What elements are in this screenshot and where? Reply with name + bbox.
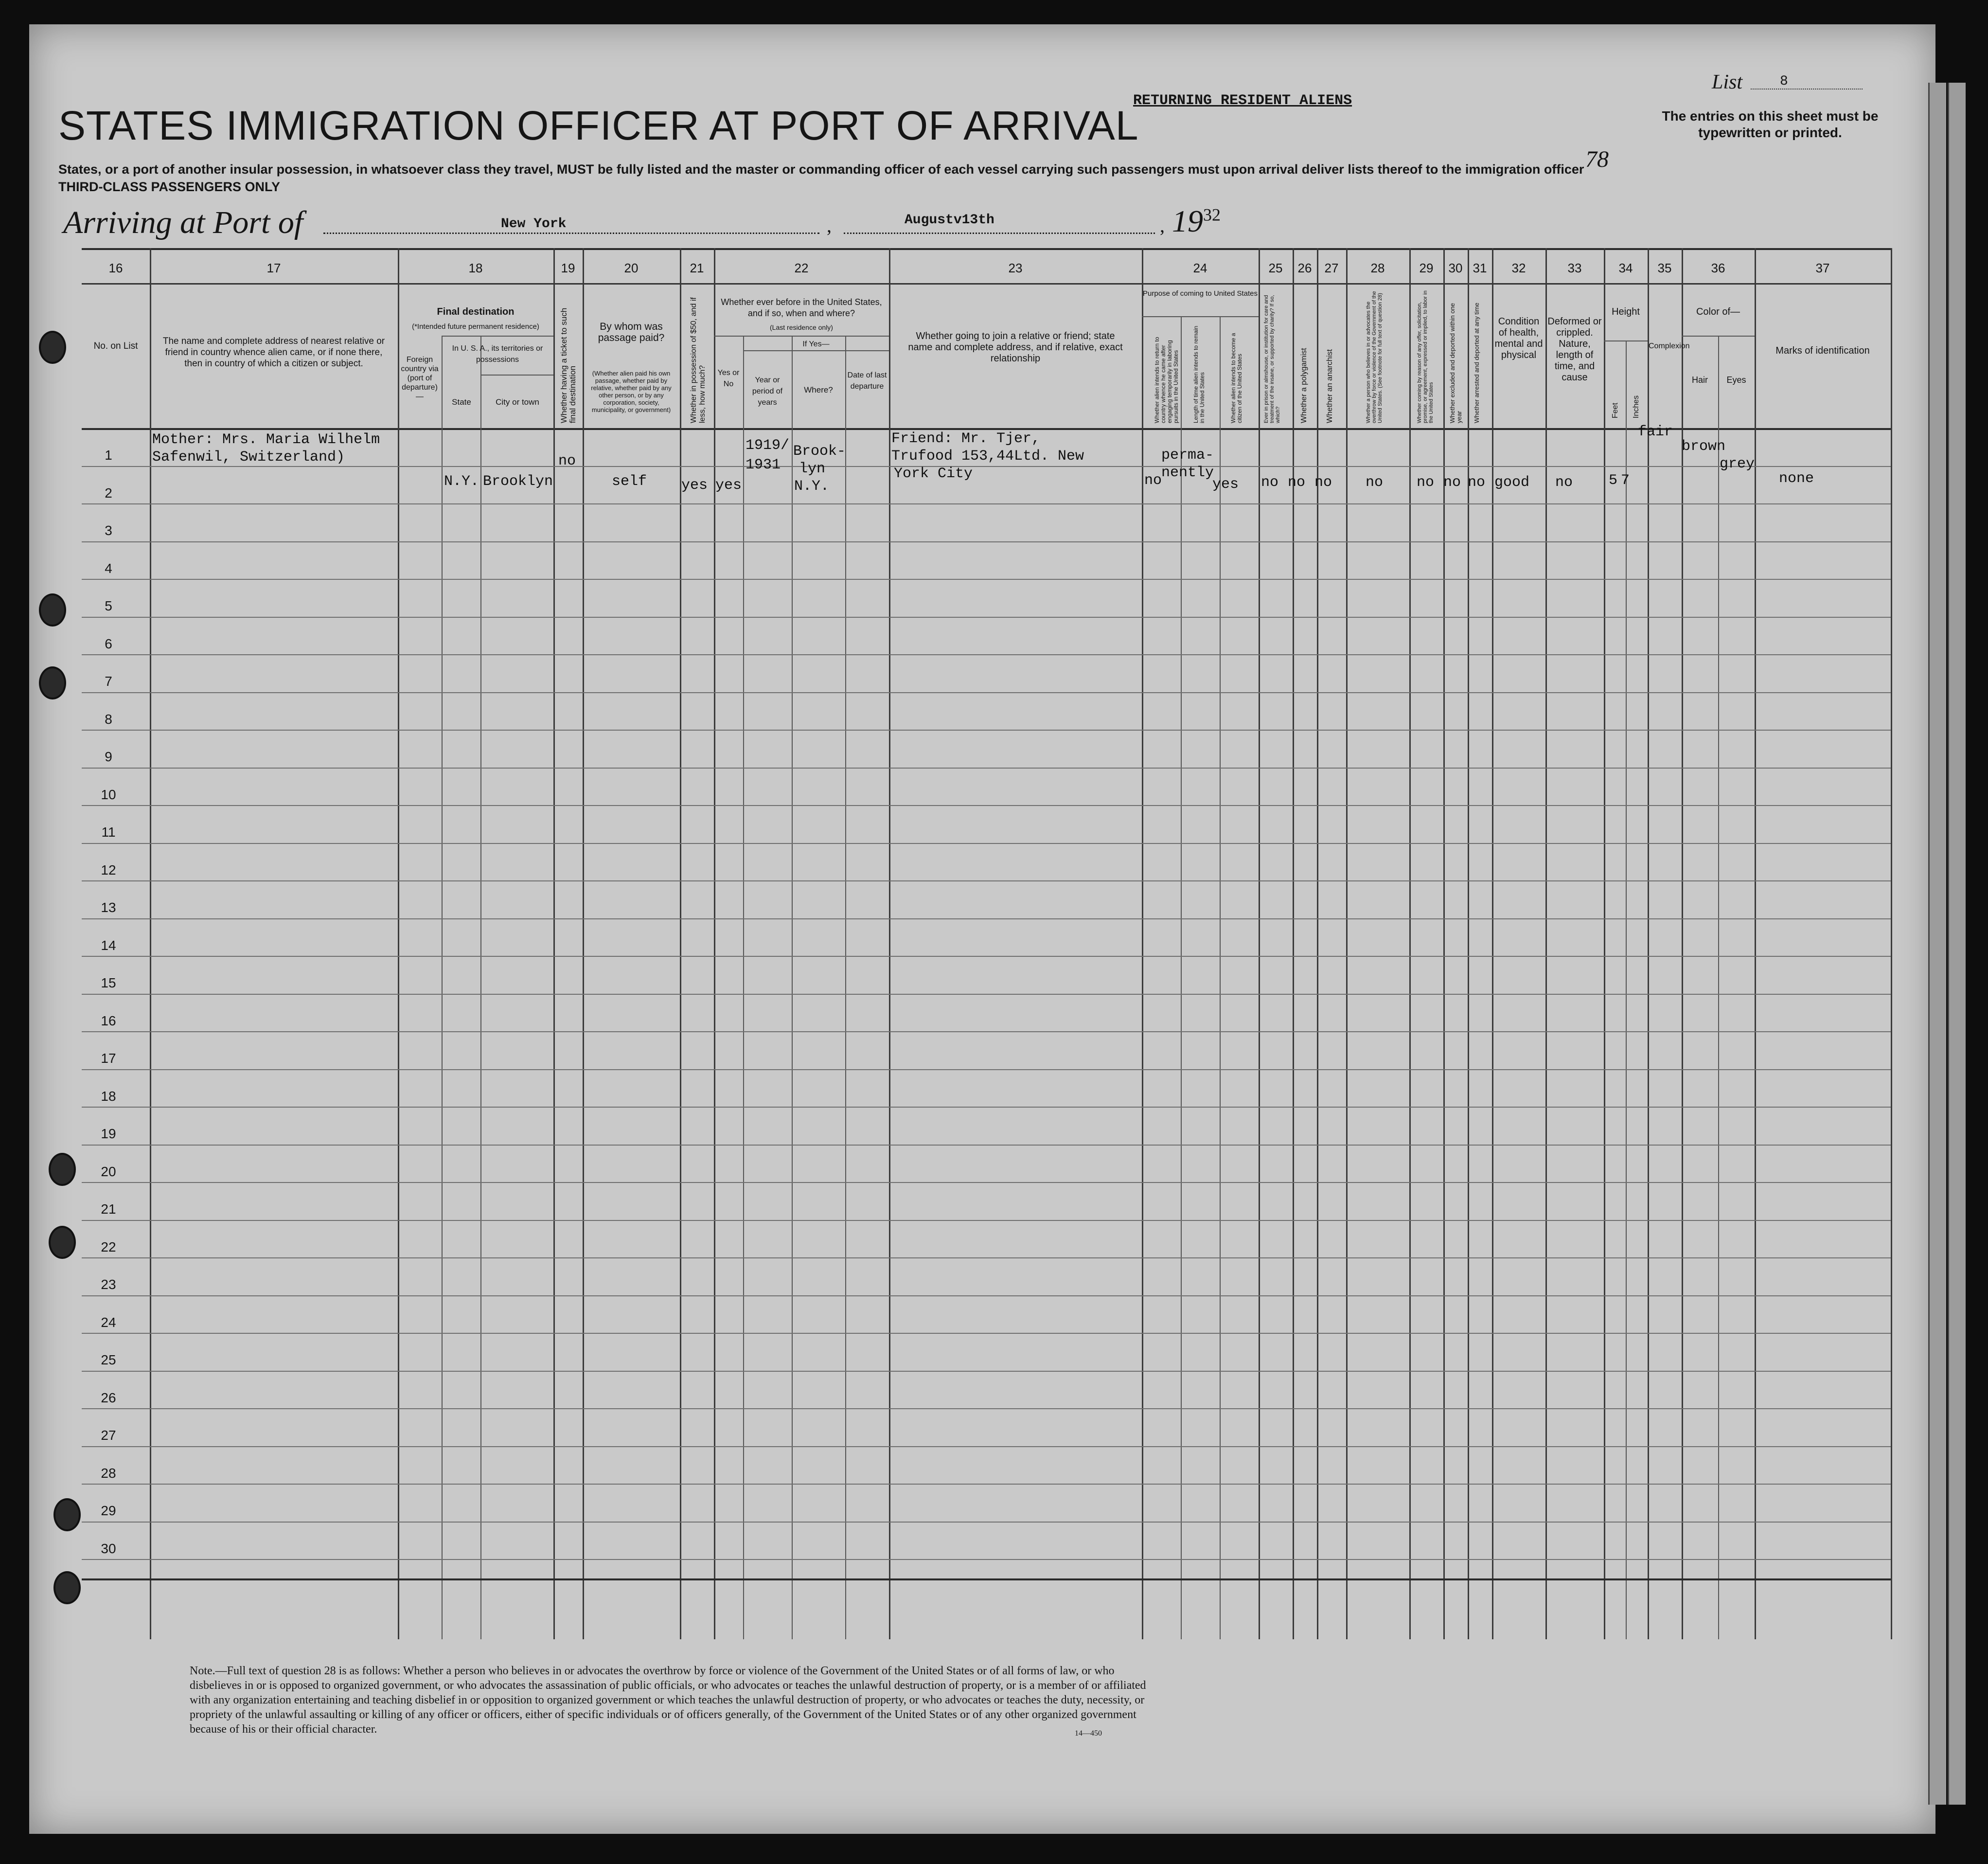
col-num-17: 17: [266, 261, 281, 275]
col-divider: [680, 248, 681, 1639]
entry-join-line1: Friend: Mr. Tjer,: [891, 430, 1041, 447]
entry-overthrow: no: [1366, 474, 1384, 491]
returning-residents-stamp: RETURNING RESIDENT ALIENS: [1133, 92, 1352, 109]
col-num-23: 23: [1008, 261, 1023, 275]
table-row-line: [82, 843, 1891, 844]
col-divider: [1259, 248, 1260, 1639]
header-date-last-departure: Date of last departure: [847, 371, 887, 391]
comma: ,: [827, 215, 832, 236]
col-num-26: 26: [1297, 261, 1312, 275]
binder-hole: [49, 1153, 76, 1186]
entry-excluded: no: [1443, 474, 1461, 491]
row-number: 9: [105, 749, 112, 764]
table-row-line: [82, 730, 1891, 731]
row-number: 24: [101, 1314, 116, 1330]
col-divider: [1142, 248, 1143, 1639]
footnote: Note.—Full text of question 28 is as follows: Whether a person who believes in or advocates the overthrow by force or violence of the Government of the United States or of all forms of law, or who disbelieves in or is opposed to organized government, or who advocates the assassination of public officials, or who advocates or teaches the unlawful destruction of property, or is a member of or affiliated with any organization entertaining and teaching disbelief in or opposition to organized government or which teaches the unlawful destruction of property, or who advocates or teaches the duty, necessity, or propriety of the unlawful assaulting or killing of any officer or officers, either of specific individuals or of officers generally, of the Government of the United States or of any other organized government because of his or their official character.: [190, 1665, 1146, 1736]
col-divider: [1468, 248, 1469, 1639]
table-row-line: [82, 541, 1891, 542]
sub-col-divider: [1626, 341, 1627, 1639]
binder-hole: [39, 331, 66, 364]
col-num-16: 16: [108, 261, 123, 275]
form-code: 14—450: [1075, 1729, 1102, 1738]
table-row-line: [82, 918, 1891, 919]
entry-before-yesno: yes: [715, 477, 742, 494]
col-num-32: 32: [1511, 261, 1526, 275]
sub-col-divider: [442, 336, 443, 1639]
row-number: 16: [101, 1013, 116, 1028]
header-health: Condition of health, mental and physical: [1494, 316, 1543, 360]
col-divider: [1648, 248, 1649, 1639]
entry-arrested: no: [1468, 474, 1486, 491]
table-row-line: [82, 805, 1891, 806]
sub-col-divider: [1718, 336, 1719, 1639]
table-bottom-border: [82, 1578, 1891, 1580]
col-divider: [398, 248, 399, 1639]
table-row-line: [82, 1295, 1891, 1296]
row-number: 8: [105, 711, 112, 727]
col-num-22: 22: [794, 261, 809, 275]
entry-relative-line2: Safenwil, Switzerland): [152, 449, 345, 466]
header-feet: Feet: [1611, 402, 1619, 418]
binder-hole: [49, 1226, 76, 1259]
class-line: THIRD-CLASS PASSENGERS ONLY: [58, 179, 281, 194]
entry-deformed: no: [1555, 474, 1573, 491]
col-divider: [1346, 248, 1348, 1639]
row-number: 18: [101, 1088, 116, 1104]
row-number: 27: [101, 1428, 116, 1443]
header-year-period: Year or period of years: [752, 376, 783, 407]
intro-text: [58, 161, 1615, 196]
header-arrested: Whether arrested and deported at any time: [1473, 303, 1480, 423]
row-number: 20: [101, 1164, 116, 1179]
table-row-line: [82, 1333, 1891, 1334]
comma: ,: [1160, 215, 1165, 236]
row-number: 4: [105, 560, 112, 576]
table-top-border: [82, 248, 1891, 250]
header-foreign-country: Foreign country via (port of departure)—: [401, 356, 439, 401]
col-num-18: 18: [468, 261, 483, 275]
row-number: 12: [101, 862, 116, 878]
row-number: 13: [101, 900, 116, 915]
table-row-line: [82, 994, 1891, 995]
entry-eyes: grey: [1720, 456, 1755, 472]
entry-years-line1: 1919/: [746, 437, 790, 454]
col-num-36: 36: [1711, 261, 1725, 275]
col-divider: [1443, 248, 1445, 1639]
header-join-relative: Whether going to join a relative or friend; state name and complete address, and if relative, exact relationship: [908, 331, 1123, 364]
col-divider: [583, 248, 584, 1639]
header-purpose-citizen: Whether alien intends to become a citizen of the United States: [1230, 333, 1243, 423]
header-purpose: Purpose of coming to United States: [1143, 289, 1258, 298]
entry-hair: brown: [1682, 438, 1726, 455]
row-number: 19: [101, 1126, 116, 1141]
row-number: 17: [101, 1051, 116, 1066]
header-purpose-return: Whether alien intends to return to country whence he came after engaging temporarily in laboring pursuits in the United States: [1154, 337, 1179, 423]
manifest-table: [82, 248, 1891, 1639]
header-color-of: Color of—: [1696, 306, 1740, 317]
table-row-line: [82, 1446, 1891, 1447]
table-row-line: [82, 1559, 1891, 1560]
header-hair: Hair: [1691, 375, 1708, 385]
entry-where-line3: N.Y.: [794, 478, 830, 495]
col-divider: [1293, 248, 1294, 1639]
entry-polygamist: no: [1288, 474, 1306, 491]
header-anarchist: Whether an anarchist: [1326, 349, 1334, 423]
header-last-residence: (Last residence only): [770, 323, 833, 331]
list-number: 8: [1780, 74, 1788, 89]
table-row-line: [82, 579, 1891, 580]
column-number-divider: [82, 283, 1891, 285]
header-relative-friend: The name and complete address of nearest relative or friend in country whence alien came, or if none there, then in country of which a citizen or subject.: [162, 336, 385, 369]
col-num-24: 24: [1193, 261, 1207, 275]
table-row-line: [82, 768, 1891, 769]
table-row-line: [82, 880, 1891, 881]
header-eyes: Eyes: [1726, 375, 1746, 385]
col-divider: [1409, 248, 1411, 1639]
col-num-21: 21: [690, 261, 704, 275]
table-row-line: [82, 1522, 1891, 1523]
entry-purpose-length-line1: perma-: [1161, 447, 1214, 464]
sub-header-rule: [442, 336, 553, 337]
table-row-line: [82, 1484, 1891, 1485]
header-complexion: Complexion: [1649, 342, 1690, 350]
col-divider: [714, 248, 715, 1639]
header-height: Height: [1612, 306, 1640, 317]
handwritten-number: 78: [1585, 146, 1609, 172]
port-line: [323, 233, 819, 234]
page-edge: [1948, 83, 1966, 1805]
entry-purpose-citizen: yes: [1212, 476, 1239, 493]
col-num-31: 31: [1473, 261, 1487, 275]
entry-where-line1: Brook-: [793, 443, 846, 460]
entry-city: Brooklyn: [483, 473, 553, 490]
sub-col-divider: [1181, 316, 1182, 1639]
row-number: 30: [101, 1541, 116, 1556]
table-row-line: [82, 1408, 1891, 1409]
col-divider: [150, 248, 151, 1639]
col-divider: [1891, 248, 1892, 1639]
table-row-line: [82, 654, 1891, 655]
col-divider: [1604, 248, 1605, 1639]
col-divider: [1545, 248, 1547, 1639]
row-number: 6: [105, 636, 112, 651]
row-number: 1: [105, 448, 112, 463]
row-number: 26: [101, 1390, 116, 1405]
row-number: 21: [101, 1201, 116, 1217]
entry-anarchist: no: [1314, 474, 1332, 491]
header-no-on-list: No. on List: [93, 341, 138, 351]
row-number: 7: [105, 674, 112, 689]
table-row-line: [82, 1220, 1891, 1221]
header-purpose-length: Length of time alien intends to remain in the United States: [1192, 325, 1206, 423]
binder-hole: [39, 666, 66, 699]
header-marks: Marks of identification: [1775, 345, 1870, 356]
entry-join-line3: York City: [894, 466, 973, 482]
arriving-label: Arriving at Port of: [63, 205, 303, 240]
col-num-34: 34: [1618, 261, 1633, 275]
entry-inches: 7: [1621, 472, 1630, 489]
header-final-destination-sub: (*Intended future permanent residence): [412, 323, 539, 331]
header-yes-or-no: Yes or No: [717, 369, 740, 388]
entry-ticket: no: [558, 453, 576, 469]
table-row-line: [82, 466, 1891, 467]
col-num-37: 37: [1815, 261, 1830, 275]
table-row-line: [82, 1182, 1891, 1183]
col-num-27: 27: [1324, 261, 1339, 275]
year-suffix: 32: [1203, 205, 1221, 225]
sub-header-rule: [743, 350, 889, 351]
entry-labor-offer: no: [1417, 474, 1435, 491]
entry-feet: 5: [1609, 472, 1618, 489]
entry-prison: no: [1261, 474, 1279, 491]
entry-state: N.Y.: [444, 473, 479, 490]
year-prefix: 19: [1172, 204, 1203, 238]
binder-hole: [53, 1571, 81, 1604]
table-row-line: [82, 503, 1891, 504]
header-in-usa: In U. S. A., its territories or possessions: [452, 344, 543, 364]
header-deformed: Deformed or crippled. Nature, length of time, and cause: [1547, 316, 1602, 383]
header-final-destination: Final destination: [437, 306, 515, 317]
binder-hole: [39, 593, 66, 627]
list-label: List: [1712, 71, 1743, 93]
header-state: State: [452, 397, 471, 407]
col-num-20: 20: [624, 261, 639, 275]
col-divider: [1492, 248, 1493, 1639]
sub-col-divider: [480, 336, 481, 1639]
col-divider: [553, 248, 555, 1639]
row-number: 11: [101, 824, 116, 840]
table-row-line: [82, 1257, 1891, 1258]
entry-health: good: [1494, 474, 1530, 491]
row-number: 29: [101, 1503, 116, 1518]
row-number: 5: [105, 598, 112, 613]
header-excluded: Whether excluded and deported within one year: [1449, 303, 1463, 423]
page-edge: [1928, 83, 1946, 1805]
col-num-28: 28: [1370, 261, 1385, 275]
entry-where-line2: lyn: [799, 461, 826, 477]
header-ticket: Whether having a ticket to such final destination: [559, 307, 577, 423]
row-number: 28: [101, 1465, 116, 1481]
header-possession-50: Whether in possession of $50, and if less, how much?: [690, 297, 707, 423]
entry-years-line2: 1931: [746, 457, 781, 473]
sub-header-rule: [480, 375, 553, 376]
row-number: 22: [101, 1239, 116, 1255]
port-value: New York: [501, 216, 567, 232]
header-labor-offer: Whether coming by reason of any offer, solicitation, promise, or agreement, expressed or implied, to labor in the United States: [1417, 290, 1434, 423]
col-num-33: 33: [1567, 261, 1582, 275]
table-row-line: [82, 692, 1891, 693]
table-row-line: [82, 617, 1891, 618]
col-num-19: 19: [561, 261, 575, 275]
list-line: [1751, 89, 1863, 90]
header-prison: Ever in prison or almshouse, or institution for care and treatment of the insane, or supported by charity? If so, which?: [1263, 295, 1281, 423]
year: [1172, 203, 1221, 239]
table-row-line: [82, 1371, 1891, 1372]
entry-complexion: fair: [1638, 424, 1673, 440]
sub-header-rule: [1682, 336, 1755, 337]
row-number: 25: [101, 1352, 116, 1367]
sub-col-divider: [845, 336, 846, 1639]
table-row-line: [82, 1031, 1891, 1032]
header-passage-paid-sub: (Whether alien paid his own passage, whether paid by relative, whether paid by any other person, or by any corporation, society, municipality, or government): [591, 370, 672, 413]
entry-marks: none: [1779, 470, 1814, 487]
row-number: 2: [105, 485, 112, 501]
entry-passage-paid: self: [612, 473, 647, 490]
header-passage-paid: By whom was passage paid?: [598, 321, 665, 343]
header-ever-before: Whether ever before in the United States, and if so, when and where?: [721, 297, 882, 318]
entry-join-line2: Trufood 153,44Ltd. New: [891, 448, 1084, 465]
col-divider: [1317, 248, 1318, 1639]
col-num-29: 29: [1419, 261, 1434, 275]
sub-col-divider: [792, 336, 793, 1639]
col-num-35: 35: [1657, 261, 1672, 275]
sub-header-rule: [714, 336, 889, 337]
row-number: 14: [101, 937, 116, 953]
row-number: 15: [101, 975, 116, 990]
col-divider: [1682, 248, 1683, 1639]
table-row-line: [82, 1107, 1891, 1108]
date-line: [844, 233, 1155, 234]
row-number: 23: [101, 1277, 116, 1292]
sub-col-divider: [1220, 316, 1221, 1639]
header-where: Where?: [804, 385, 833, 394]
header-if-yes: If Yes—: [802, 340, 830, 348]
header-polygamist: Whether a polygamist: [1300, 348, 1308, 423]
header-inches: Inches: [1632, 395, 1640, 418]
entries-note: The entries on this sheet must be typewritten or printed.: [1662, 108, 1879, 140]
table-row-line: [82, 956, 1891, 957]
col-num-30: 30: [1448, 261, 1463, 275]
page-title: STATES IMMIGRATION OFFICER AT PORT OF ARRIVAL: [58, 103, 1139, 148]
row-number: 3: [105, 523, 112, 538]
sub-header-rule: [1142, 316, 1259, 317]
entry-relative-line1: Mother: Mrs. Maria Wilhelm: [152, 431, 380, 448]
binder-hole: [53, 1498, 81, 1531]
header-overthrow: Whether a person who believes in or advocates the overthrow by force or violence of the Government of the United States. (See footnote for full text of question 28): [1366, 291, 1383, 423]
row-number: 10: [101, 787, 116, 802]
date-value: Augustv13th: [905, 213, 994, 228]
entry-purpose-length-line2: nently: [1161, 465, 1214, 481]
header-city: City or town: [496, 397, 539, 407]
col-divider: [889, 248, 890, 1639]
entry-purpose-return: no: [1144, 472, 1162, 489]
entry-possession-50: yes: [681, 477, 708, 494]
intro-line: States, or a port of another insular possession, in whatsoever class they travel, MUST be fully listed and the master or commanding officer of each vessel carrying such passengers must upon arrival deliver lists thereof to the immigration officer: [58, 162, 1584, 177]
col-num-25: 25: [1268, 261, 1283, 275]
col-divider: [1755, 248, 1756, 1639]
table-row-line: [82, 1145, 1891, 1146]
table-row-line: [82, 1069, 1891, 1070]
sub-col-divider: [743, 336, 744, 1639]
